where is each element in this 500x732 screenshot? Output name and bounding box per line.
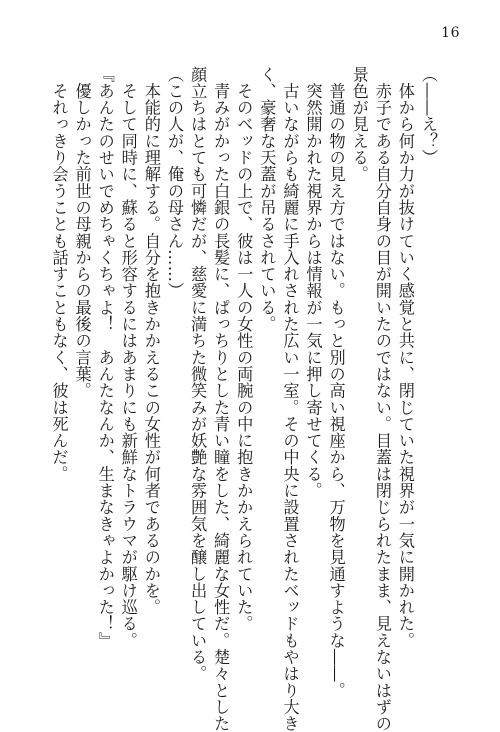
text-line: （――え？） [419, 66, 438, 166]
text-line: それっきり会うことも話すこともなく、彼は死んだ。 [49, 66, 69, 483]
text-line: （この人が、俺の母さん……） [164, 66, 184, 300]
text-line: 景色が見える。 [349, 66, 369, 183]
text-line: 普通の物の見え方ではない。もっと別の高い視座から、万物を見通すような――。 [326, 66, 346, 699]
text-line: 青みがかった白銀の長髪に、ぱっちりとした青い瞳をした、綺麗な女性だ。楚々とした [211, 66, 231, 732]
text-line: 本能的に理解する。自分を抱きかかえるこの女性が何者であるのかを。 [141, 66, 161, 616]
text-line: そして同時に、蘇ると形容するにはあまりにも新鮮なトラウマが駆け巡る。 [118, 66, 138, 649]
page-number: 16 [441, 25, 460, 41]
text-line: 体から何か力が抜けていく感覚と共に、閉じていた視界が一気に開かれた。 [395, 66, 415, 649]
text-line: 突然開かれた視界からは情報が一気に押し寄せてくる。 [303, 66, 323, 499]
novel-text-block [47, 66, 440, 732]
text-line: く、豪奢な天蓋が吊るされている。 [257, 66, 277, 333]
text-line: 古いながらも綺麗に手入れされた広い一室。その中央に設置されたベッドもやはり大き [280, 66, 300, 732]
text-line: 顔立ちはとても可憐だが、慈愛に満ちた微笑みが妖艶な雰囲気を醸し出している。 [188, 66, 208, 683]
text-line: 優しかった前世の母親からの最後の言葉。 [72, 66, 92, 399]
text-line: そのベッドの上で、彼は一人の女性の両腕の中に抱きかかえられていた。 [234, 66, 254, 633]
text-line: 赤子である自分自身の目が開いたのではない。目蓋は閉じられたまま、見えないはずの [372, 66, 392, 732]
text-line: 『あんたのせいでめちゃくちゃよ！ あんたなんか、生まなきゃよかった！』 [95, 66, 115, 649]
